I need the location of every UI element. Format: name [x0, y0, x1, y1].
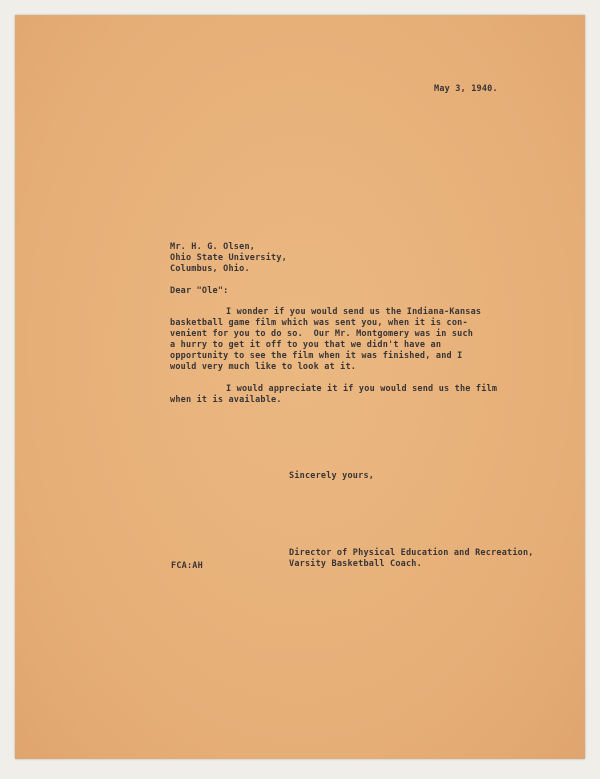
typist-initials: FCA:AH [171, 561, 203, 571]
signature-line-2: Varsity Basketball Coach. [289, 559, 422, 569]
salutation: Dear "Ole": [170, 286, 229, 296]
letter-date: May 3, 1940. [434, 84, 498, 94]
letter-page [15, 15, 585, 759]
paragraph1-line-4: a hurry to get it off to you that we didn't have an [170, 340, 442, 350]
paragraph1-line-5: opportunity to see the film when it was finished, and I [170, 351, 463, 361]
paragraph2-line-1: I would appreciate it if you would send us the film [226, 384, 498, 394]
addressee-line-3: Columbus, Ohio. [170, 264, 250, 274]
paragraph1-line-2: basketball game film which was sent you, when it is con- [170, 318, 468, 328]
addressee-line-2: Ohio State University, [170, 253, 287, 263]
paragraph2-line-2: when it is available. [170, 395, 282, 405]
closing: Sincerely yours, [289, 471, 375, 481]
paragraph1-line-3: venient for you to do so. Our Mr. Montgomery was in such [170, 329, 474, 339]
paragraph1-line-6: would very much like to look at it. [170, 362, 357, 372]
signature-line-1: Director of Physical Education and Recreation, [289, 548, 534, 558]
addressee-line-1: Mr. H. G. Olsen, [170, 242, 256, 252]
paragraph1-line-1: I wonder if you would send us the Indiana-Kansas [226, 307, 482, 317]
